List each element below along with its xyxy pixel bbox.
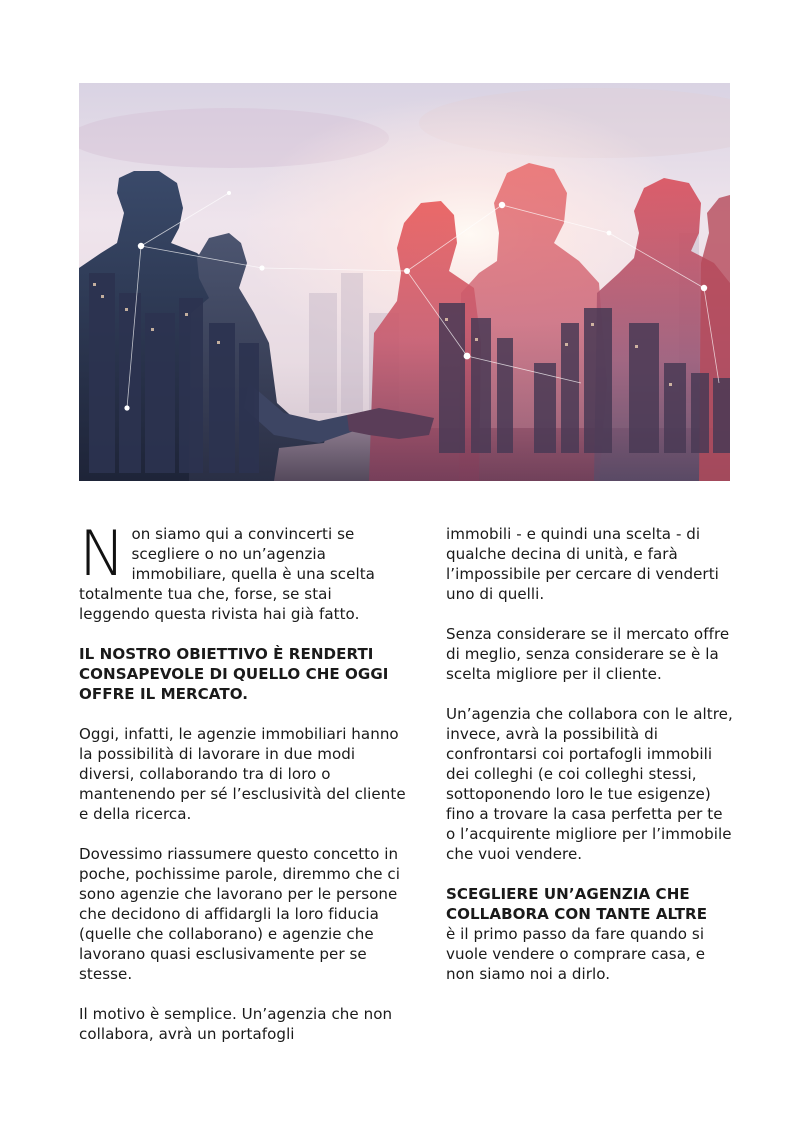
paragraph-collaborating-agency: Un’agenzia che collabora con le altre, invece, avrà la possibilità di confrontarsi coi portafogli immobili dei colleghi (e coi colleghi stessi, sottoponendo loro le tue esigenze) fino a trovare la casa perfetta per te o l’acquirente migliore per l’immobile che vuoi vendere. <box>446 705 733 863</box>
intro-text: on siamo qui a convincerti se scegliere o no un’agenzia immobiliare, quella è una scelta totalmente tua che, forse, se stai leggendo questa rivista hai già fatto. <box>79 525 375 623</box>
section-heading-objective: IL NOSTRO OBIETTIVO È RENDERTI CONSAPEVOLE DI QUELLO CHE OGGI OFFRE IL MERCATO. <box>79 645 389 703</box>
paragraph-portfolio-continued: immobili - e quindi una scelta - di qualche decina di unità, e farà l’impossibile per cercare di venderti uno di quelli. <box>446 525 719 603</box>
paragraph-summary: Dovessimo riassumere questo concetto in poche, pochissime parole, diremmo che ci sono agenzie che lavorano per le persone che decidono di affidargli la loro fiducia (quelle che collaborano) e agenzie che lavorano quasi esclusivamente per se stesse. <box>79 845 400 983</box>
intro-paragraph <box>79 517 407 624</box>
hero-image <box>79 83 730 481</box>
paragraph-market: Senza considerare se il mercato offre di meglio, senza considerare se è la scelta migliore per il cliente. <box>446 625 730 683</box>
drop-cap: N <box>79 517 126 590</box>
handshake-skyline-illustration <box>79 83 730 481</box>
right-column <box>446 524 736 984</box>
section-heading-choose-agency: SCEGLIERE UN’AGENZIA CHE COLLABORA CON TANTE ALTRE <box>446 885 708 923</box>
paragraph-agencies-two-ways: Oggi, infatti, le agenzie immobiliari hanno la possibilità di lavorare in due modi diversi, collaborando tra di loro o mantenendo per sé l’esclusività del cliente e della ricerca. <box>79 725 406 823</box>
paragraph-reason: Il motivo è semplice. Un’agenzia che non collabora, avrà un portafogli <box>79 1005 393 1043</box>
left-column <box>79 517 407 1044</box>
paragraph-first-step: è il primo passo da fare quando si vuole vendere o comprare casa, e non siamo noi a dirlo. <box>446 925 706 983</box>
